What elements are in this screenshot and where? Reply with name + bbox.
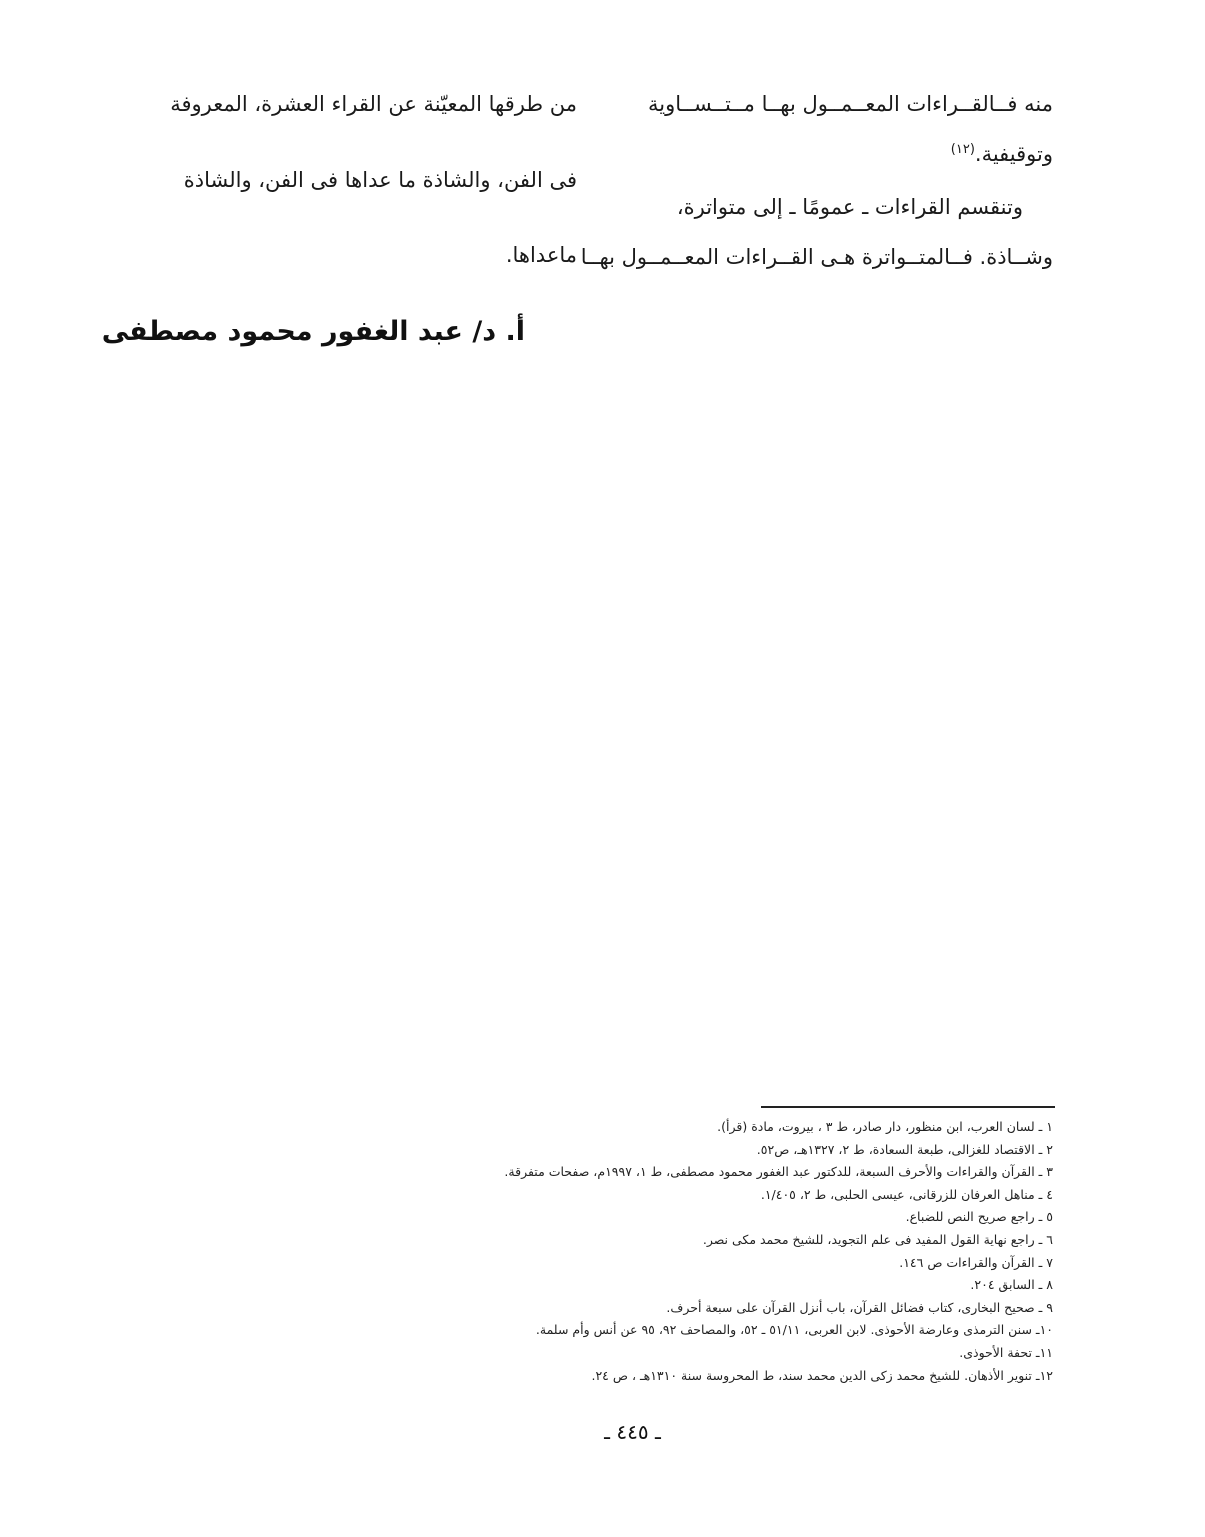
footnote-item: ٢ ـ الاقتصاد للغزالى، طبعة السعادة، ط ٢، ١٣٢٧هـ، ص٥٢. [756,1141,1053,1157]
body-line: منه فــالقــراءات المعــمــول بهــا مــتــســاوية [648,92,1053,116]
body-column-right [580,80,1053,300]
body-line: ماعداها. [505,243,577,267]
page-number-container [0,1420,1205,1444]
body-line: من طرقها المعيّنة عن القراء العشرة، المعروفة [170,92,577,116]
body-line: فى الفن، والشاذة ما عداها فى الفن، والشاذة [183,168,577,192]
footnote-item: ١ ـ لسان العرب، ابن منظور، دار صادر، ط ٣ ، بيروت، مادة (قرأ). [717,1119,1053,1134]
footnote-item: ١١ـ تحفة الأحوذى. [959,1344,1053,1360]
footnotes-list [353,1116,1053,1387]
footnote-item: ٦ ـ راجع نهاية القول المفيد فى علم التجويد، للشيخ محمد مكى نصر. [702,1231,1053,1247]
footnote-item: ٥ ـ راجع صريح النص للضباع. [905,1209,1053,1225]
footnote-separator [761,1106,1055,1108]
footnote-item: ٤ ـ مناهل العرفان للزرقانى، عيسى الحلبى، ط ٢، ١/٤٠٥. [760,1186,1053,1202]
footnote-item: ٣ ـ القرآن والقراءات والأحرف السبعة، للدكتور عبد الغفور محمود مصطفى، ط ١، ١٩٩٧م، صفحات متفرقة. [504,1164,1053,1180]
body-line [951,142,1053,166]
body-line: وتنقسم القراءات ـ عمومًا ـ إلى متواترة، [676,195,1023,219]
footnote-reference: (١٢) [950,142,975,157]
footnote-item: ٨ ـ السابق ٢٠٤. [970,1277,1053,1293]
body-column-left [137,80,577,300]
footnote-item: ١٢ـ تنوير الأذهان. للشيخ محمد زكى الدين محمد سند، ط المحروسة سنة ١٣١٠هـ ، ص ٢٤. [591,1367,1053,1383]
author-name: أ. د/ عبد الغفور محمود مصطفى [101,316,525,347]
body-line: وشــاذة. فــالمتــواترة هـى القــراءات المعــمــول بهــا [580,245,1053,269]
footnote-item: ١٠ـ سنن الترمذى وعارضة الأحوذى. لابن العربى، ٥١/١١ ـ ٥٢، والمصاحف ٩٢، ٩٥ عن أنس وأم سلمة. [535,1322,1053,1338]
body-line-text: وتوقيفية. [974,142,1053,166]
footnote-item: ٩ ـ صحيح البخارى، كتاب فضائل القرآن، باب أنزل القرآن على سبعة أحرف. [666,1299,1053,1315]
footnote-item: ٧ ـ القرآن والقراءات ص ١٤٦. [899,1254,1053,1270]
page-number: ـ ٤٤٥ ـ [604,1420,661,1444]
